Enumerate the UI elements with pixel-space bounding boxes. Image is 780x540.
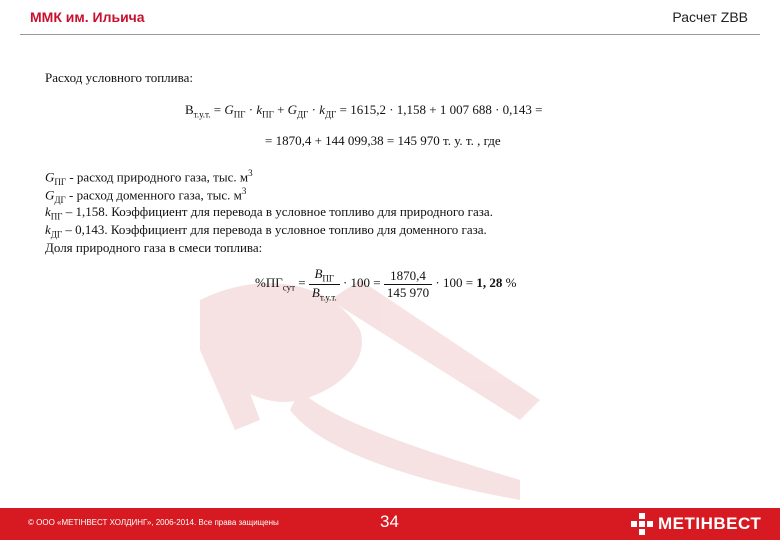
- fuel-heading: Расход условного топлива:: [45, 70, 193, 85]
- footer-bar: [0, 508, 780, 540]
- equation-3: [255, 266, 516, 302]
- def1-sup: 3: [248, 168, 253, 178]
- eq1-lhs-sub: т.у.т.: [193, 109, 211, 120]
- eq3-num1-sub: ПГ: [322, 273, 335, 284]
- logo-icon: [630, 512, 654, 536]
- eq3-num2: 1870,4: [384, 268, 432, 285]
- eq1-lhs: В: [185, 102, 194, 117]
- eq3-lhs-sub: сут: [282, 282, 296, 293]
- eq3-lhs: %ПГ: [255, 275, 283, 291]
- def1-text: - расход природного газа, тыс. м: [66, 169, 249, 185]
- logo-text: МЕТІНВЕСТ: [658, 514, 762, 533]
- definition-g-dg: [45, 186, 246, 205]
- def3-symbol: k: [45, 204, 51, 219]
- page-number: 34: [380, 512, 399, 531]
- equation-1: [185, 102, 543, 120]
- eq1-g-dg-sub: ДГ: [297, 109, 309, 120]
- eq3-den1-sub: т.у.т.: [319, 292, 337, 303]
- eq3-percent: %: [502, 275, 517, 291]
- def4-sub: ДГ: [50, 229, 63, 240]
- metinvest-logo: [628, 512, 768, 536]
- eq1-k-pg-sub: ПГ: [262, 109, 274, 120]
- fraction-symbolic: [309, 266, 340, 302]
- company-title: ММК им. Ильича: [30, 9, 145, 25]
- share-heading: Доля природного газа в смеси топлива:: [45, 240, 263, 255]
- eq1-g-pg-sub: ПГ: [233, 109, 246, 120]
- def3-text: – 1,158. Коэффициент для перевода в условное топливо для природного газа.: [62, 204, 493, 219]
- equation-2: = 1870,4 + 144 099,38 = 145 970 т. у. т. , где: [265, 133, 501, 148]
- eq3-tail: · 100 =: [432, 275, 477, 291]
- eq1-dot2: ·: [308, 102, 320, 117]
- def1-symbol: G: [45, 169, 55, 185]
- def1-sub: ПГ: [54, 176, 67, 187]
- eq1-g-dg: G: [287, 102, 298, 117]
- slide-title: Расчет ZBB: [672, 9, 748, 25]
- def4-text: – 0,143. Коэффициент для перевода в условное топливо для доменного газа.: [62, 222, 487, 237]
- eq3-den2: 145 970: [386, 284, 430, 300]
- eq1-equals: =: [210, 102, 225, 117]
- def2-text: - расход доменного газа, тыс. м: [65, 187, 242, 203]
- eq3-den1: В: [311, 284, 320, 300]
- fraction-numeric: [384, 268, 432, 301]
- definition-k-dg: [45, 222, 487, 240]
- definition-g-pg: [45, 168, 253, 187]
- copyright-text: © ООО «МЕТІНВЕСТ ХОЛДИНГ», 2006-2014. Все права защищены: [28, 518, 279, 527]
- def2-sub: ДГ: [54, 194, 66, 205]
- eq1-g-pg: G: [224, 102, 234, 117]
- eq1-plus: +: [273, 102, 288, 117]
- eq1-k-dg-sub: ДГ: [325, 109, 337, 120]
- def3-sub: ПГ: [50, 211, 63, 222]
- def2-symbol: G: [45, 187, 55, 203]
- definition-k-pg: [45, 204, 493, 222]
- def2-sup: 3: [241, 186, 247, 196]
- def4-symbol: k: [45, 222, 51, 237]
- eq3-result: 1, 28: [476, 275, 503, 291]
- eq1-k-dg: k: [319, 102, 326, 117]
- eq1-k-pg: k: [256, 102, 263, 117]
- eq1-rhs: = 1615,2 · 1,158 + 1 007 688 · 0,143 =: [336, 102, 543, 117]
- eq1-dot1: ·: [245, 102, 257, 117]
- eq3-mid: · 100 =: [339, 275, 384, 291]
- eq3-num1: В: [314, 266, 323, 281]
- eq3-equals: =: [295, 275, 309, 291]
